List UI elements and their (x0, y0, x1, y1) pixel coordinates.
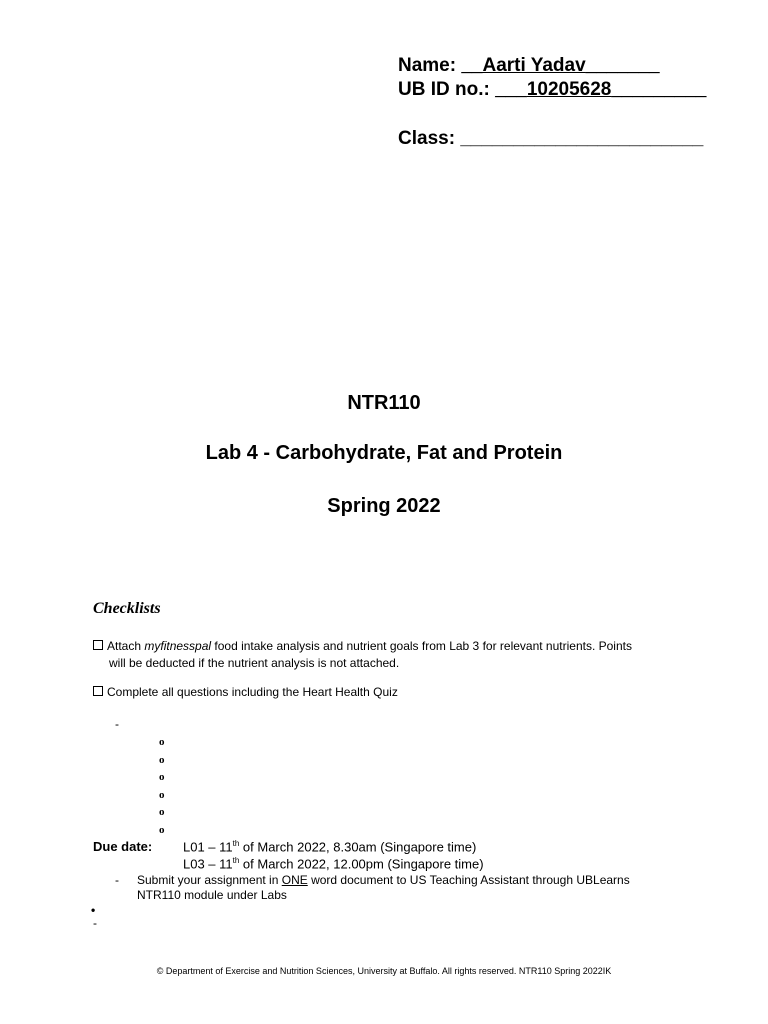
dash-bullet: - (115, 873, 119, 887)
o-bullet: o (159, 771, 165, 783)
o-bullet: o (159, 806, 165, 818)
footer-copyright: © Department of Exercise and Nutrition Sciences, University at Buffalo. All rights reserved. NTR110 Spring 2022IK (156, 966, 612, 976)
ubid-field: ___10205628_________ (495, 79, 707, 100)
dot-bullet: • (91, 903, 96, 917)
submit-instruction: Submit your assignment in ONE word document to US Teaching Assistant through UBLearns (137, 873, 630, 887)
checklist-item-attach-line2: will be deducted if the nutrient analysis is not attached. (109, 656, 400, 670)
dash-bullet: - (93, 916, 97, 930)
checklist-item-complete: Complete all questions including the Heart Health Quiz (93, 685, 398, 699)
ubid-line (398, 79, 706, 101)
name-value: Aarti Yadav (482, 55, 586, 76)
due-date-l01: L01 – 11th of March 2022, 8.30am (Singapore time) (183, 839, 477, 855)
checkbox-icon (93, 640, 103, 650)
checklists-heading: Checklists (93, 600, 161, 617)
due-date-l03: L03 – 11th of March 2022, 12.00pm (Singapore time) (183, 856, 484, 872)
checkbox-icon (93, 686, 103, 696)
class-label: Class: (398, 128, 456, 149)
name-label: Name: (398, 55, 457, 76)
lab-title: Lab 4 - Carbohydrate, Fat and Protein (205, 442, 563, 464)
class-line (398, 128, 703, 150)
due-date-label: Due date: (93, 839, 153, 854)
checklist-item-attach: Attach myfitnesspal food intake analysis and nutrient goals from Lab 3 for relevant nutrients. Points (93, 639, 632, 653)
class-blank: _______________________ (460, 128, 704, 149)
ubid-label: UB ID no.: (398, 79, 490, 100)
o-bullet: o (159, 754, 165, 766)
name-line (398, 55, 660, 77)
o-bullet: o (159, 824, 165, 836)
name-field: __Aarti Yadav_______ (461, 55, 660, 76)
o-bullet: o (159, 789, 165, 801)
ubid-value: 10205628 (526, 79, 612, 100)
course-title: NTR110 (347, 392, 421, 414)
submit-instruction-line2: NTR110 module under Labs (137, 888, 287, 902)
dash-bullet: - (115, 717, 119, 731)
term-title: Spring 2022 (327, 495, 441, 517)
o-bullet: o (159, 736, 165, 748)
